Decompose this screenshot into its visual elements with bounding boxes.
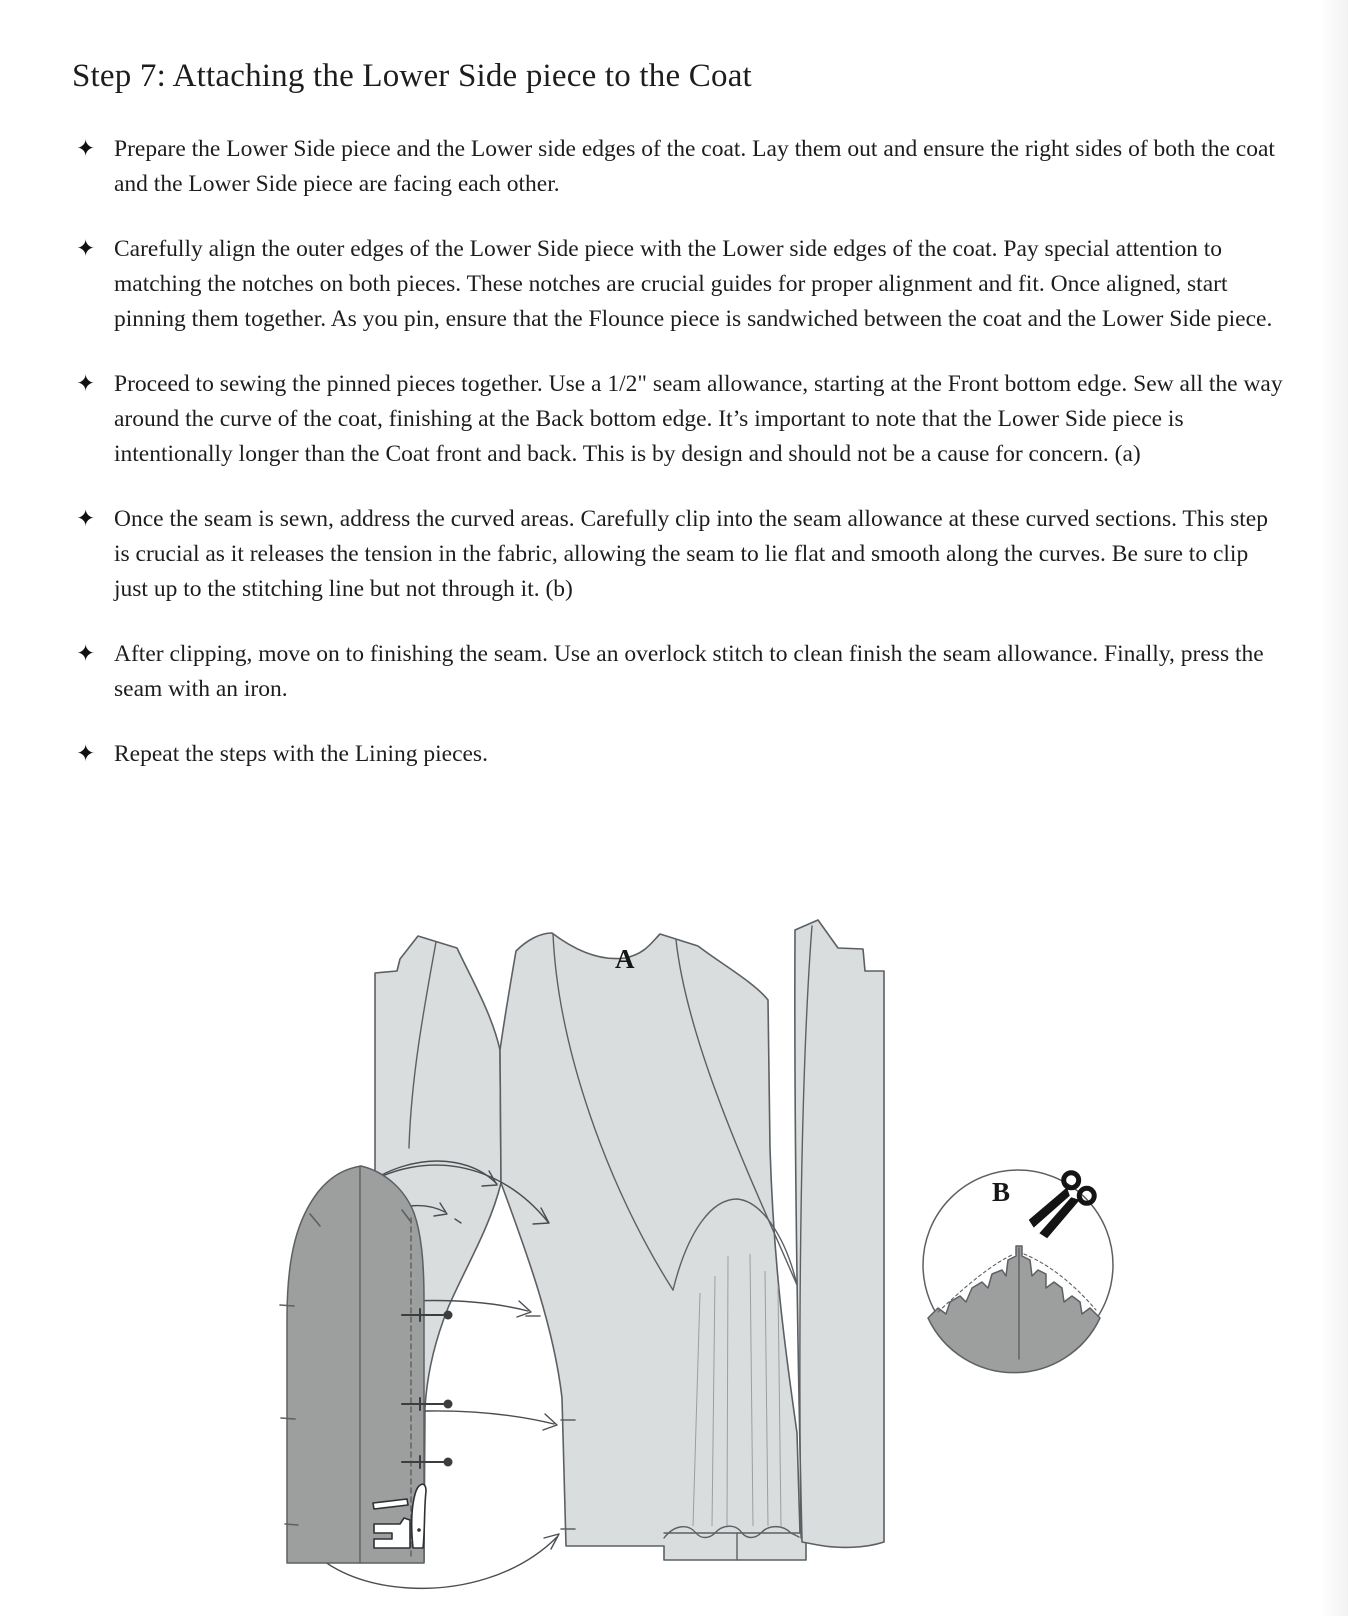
star-bullet-icon: ✦	[76, 641, 96, 667]
star-bullet-icon: ✦	[76, 506, 96, 532]
star-bullet-icon: ✦	[76, 371, 96, 397]
instruction-text: Prepare the Lower Side piece and the Lower side edges of the coat. Lay them out and ensure the right sides of both the coat and the Lower Side piece are facing each other.	[114, 136, 1275, 197]
instruction-text: Repeat the steps with the Lining pieces.	[114, 741, 488, 767]
star-bullet-icon: ✦	[76, 236, 96, 262]
instruction-text: Once the seam is sewn, address the curved areas. Carefully clip into the seam allowance at these curved sections. This step is crucial as it releases the tension in the fabric, allowing the seam to lie flat and smooth along the curves. Be sure to clip just up to the stitching line but not through it. (b)	[114, 506, 1268, 602]
instruction-text: Proceed to sewing the pinned pieces together. Use a 1/2" seam allowance, starting at the Front bottom edge. Sew all the way around the curve of the coat, finishing at the Back bottom edge. It’s important to note that the Lower Side piece is intentionally longer than the Coat front and back. This is by design and should not be a cause for concern. (a)	[114, 371, 1283, 467]
list-item	[72, 132, 1288, 202]
list-item	[72, 502, 1288, 607]
instruction-text: Carefully align the outer edges of the Lower Side piece with the Lower side edges of the coat. Pay special attention to matching the notches on both pieces. These notches are crucial guides for proper alignment and fit. Once aligned, start pinning them together. As you pin, ensure that the Flounce piece is sandwiched between the coat and the Lower Side piece.	[114, 236, 1273, 332]
list-item	[72, 232, 1288, 337]
list-item	[72, 737, 1288, 772]
clip-detail-circle	[923, 1170, 1113, 1373]
page-title: Step 7: Attaching the Lower Side piece to the Coat	[72, 58, 752, 94]
label-a: A	[615, 944, 635, 974]
instruction-text: After clipping, move on to finishing the seam. Use an overlock stitch to clean finish the seam allowance. Finally, press the seam with an iron.	[114, 641, 1264, 702]
star-bullet-icon: ✦	[76, 136, 96, 162]
list-item	[72, 637, 1288, 707]
star-bullet-icon: ✦	[76, 741, 96, 767]
pattern-diagram	[0, 888, 1348, 1614]
list-item	[72, 367, 1288, 472]
instruction-text-column	[0, 0, 1348, 772]
label-b: B	[992, 1177, 1011, 1207]
instruction-list	[72, 132, 1288, 772]
pattern-piece-center-back	[500, 933, 806, 1560]
pattern-piece-right-front	[795, 920, 884, 1547]
